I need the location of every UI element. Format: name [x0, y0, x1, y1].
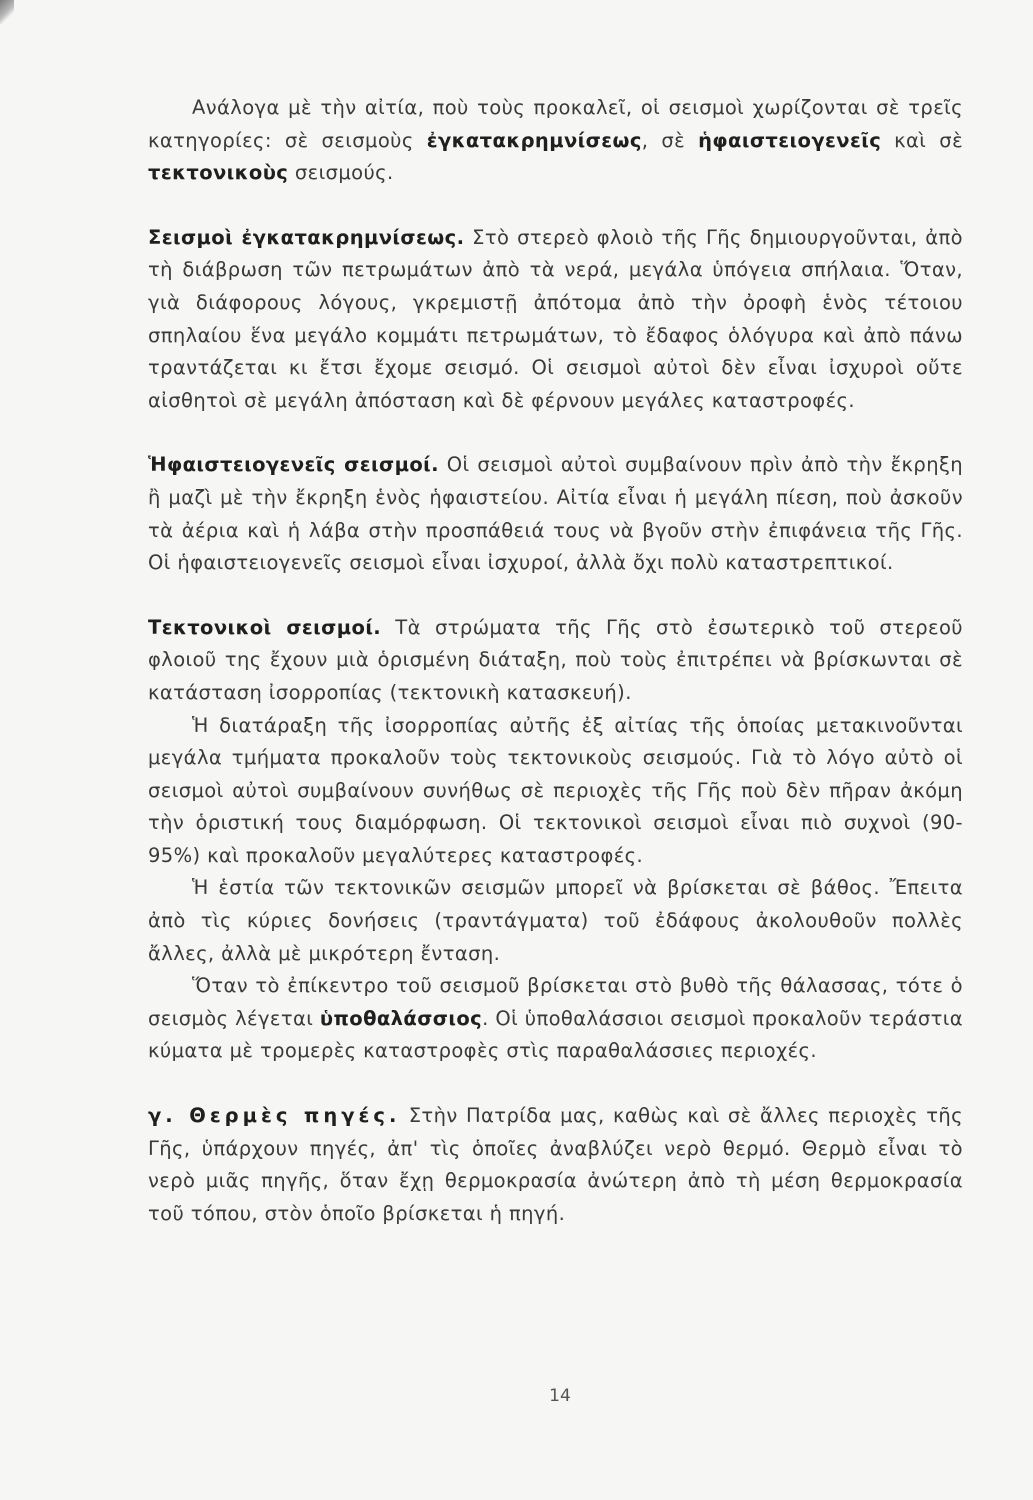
undersea-text: Ὅταν τὸ ἐπίκεντρο τοῦ σεισμοῦ βρίσκεται στὸ βυθὸ τῆς θάλασσας, τότε ὁ σεισμὸς λέγεται	[148, 974, 963, 1030]
intro-text: σεισμούς.	[288, 161, 394, 185]
term-collapse: ἐγκατακρημνίσεως	[426, 128, 642, 152]
undersea-text: . Οἱ ὑποθαλάσσιοι σεισμοὶ προκαλοῦν τεράστια κύματα μὲ τρομερὲς καταστροφὲς στὶς παραθαλάσσιες περιοχές.	[148, 1006, 963, 1063]
hot-springs-heading: γ. Θερμὲς πηγές.	[148, 1104, 401, 1128]
collapse-quakes-heading: Σεισμοὶ ἐγκατακρημνίσεως.	[148, 225, 465, 249]
intro-paragraph	[148, 92, 963, 190]
volcanic-quakes-body: Οἱ σεισμοὶ αὐτοὶ συμβαίνουν πρὶν ἀπὸ τὴν ἔκρηξη ἢ μαζὶ μὲ τὴν ἔκρηξη ἑνὸς ἡφαιστείου. Αἰτία εἶναι ἡ μεγάλη πίεση, ποὺ ἀσκοῦν τὰ ἀέρια καὶ ἡ λάβα στὴν προσπάθειά τους νὰ βγοῦν στὴν ἐπιφάνεια τῆς Γῆς. Οἱ ἡφαιστειογενεῖς σεισμοὶ εἶναι ἰσχυροί, ἀλλὰ ὄχι πολὺ καταστρεπτικοί.	[148, 453, 963, 575]
tectonic-quakes-paragraph	[148, 612, 963, 710]
collapse-quakes-paragraph	[148, 222, 963, 418]
tectonic-focus-paragraph: Ἡ ἑστία τῶν τεκτονικῶν σεισμῶν μπορεῖ νὰ βρίσκεται σὲ βάθος. Ἔπειτα ἀπὸ τὶς κύριες δονήσεις (τραντάγματα) τοῦ ἐδάφους ἀκολουθοῦν πολλὲς ἄλλες, ἀλλὰ μὲ μικρότερη ἔνταση.	[148, 876, 963, 965]
volcanic-quakes-paragraph	[148, 449, 963, 579]
collapse-quakes-body: Στὸ στερεὸ φλοιὸ τῆς Γῆς δημιουργοῦνται, ἀπὸ τὴ διάβρωση τῶν πετρωμάτων ἀπὸ τὰ νερά, μεγάλα ὑπόγεια σπήλαια. Ὅταν, γιὰ διάφορους λόγους, γκρεμιστῇ ἀπότομα ἀπὸ τὴν ὀροφὴ ἑνὸς τέτοιου σπηλαίου ἕνα μεγάλο κομμάτι πετρωμάτων, τὸ ἔδαφος ὁλόγυρα καὶ ἀπὸ πάνω τραντάζεται κι ἔτσι ἔχομε σεισμό. Οἱ σεισμοὶ αὐτοὶ δὲν εἶναι ἰσχυροὶ οὔτε αἰσθητοὶ σὲ μεγάλη ἀπόσταση καὶ δὲ φέρνουν μεγάλες καταστροφές.	[148, 225, 964, 412]
page-number: 14	[549, 1386, 571, 1406]
tectonic-quakes-heading: Τεκτονικοὶ σεισμοί.	[148, 615, 382, 639]
undersea-quake-paragraph	[148, 970, 963, 1068]
intro-text: Ανάλογα μὲ τὴν αἰτία, ποὺ τοὺς προκαλεῖ, οἱ σεισμοὶ χωρίζονται σὲ τρεῖς κατηγορίες: σὲ σεισμοὺς	[148, 96, 963, 152]
tectonic-disturbance-paragraph: Ἡ διατάραξη τῆς ἰσορροπίας αὐτῆς ἐξ αἰτίας τῆς ὁποίας μετακινοῦνται μεγάλα τμήματα προκαλοῦν τοὺς τεκτονικοὺς σεισμούς. Γιὰ τὸ λόγο αὐτὸ οἱ σεισμοὶ αὐτοὶ συμβαίνουν συνήθως σὲ περιοχὲς τῆς Γῆς ποὺ δὲν πῆραν ἀκόμη τὴν ὁριστική τους διαμόρφωση. Οἱ τεκτονικοὶ σεισμοὶ εἶναι πιὸ συχνοὶ (90-95%) καὶ προκαλοῦν μεγαλύτερες καταστροφές.	[148, 713, 963, 867]
document-page	[148, 92, 963, 1230]
intro-text: , σὲ	[641, 128, 699, 152]
tectonic-quakes-body: Τὰ στρώματα τῆς Γῆς στὸ ἐσωτερικὸ τοῦ στερεοῦ φλοιοῦ της ἔχουν μιὰ ὁρισμένη διάταξη, ποὺ τοὺς ἐπιτρέπει νὰ βρίσκωνται σὲ κατάσταση ἰσορροπίας (τεκτονικὴ κατασκευή).	[148, 615, 963, 704]
term-undersea: ὑποθαλάσσιος	[319, 1006, 483, 1030]
volcanic-quakes-heading: Ἡφαιστειογενεῖς σεισμοί.	[148, 453, 439, 477]
hot-springs-paragraph	[148, 1100, 963, 1230]
intro-text: καὶ σὲ	[881, 128, 964, 152]
page-corner-shadow	[0, 0, 14, 24]
term-volcanic: ἡφαιστειογενεῖς	[698, 128, 882, 152]
term-tectonic: τεκτονικοὺς	[148, 161, 289, 185]
hot-springs-body: Στὴν Πατρίδα μας, καθὼς καὶ σὲ ἄλλες περιοχὲς τῆς Γῆς, ὑπάρχουν πηγές, ἀπ' τὶς ὁποῖες ἀναβλύζει νερὸ θερμό. Θερμὸ εἶναι τὸ νερὸ μιᾶς πηγῆς, ὅταν ἔχῃ θερμοκρασία ἀνώτερη ἀπὸ τὴ μέση θερμοκρασία τοῦ τόπου, στὸν ὁποῖο βρίσκεται ἡ πηγή.	[148, 1104, 963, 1225]
